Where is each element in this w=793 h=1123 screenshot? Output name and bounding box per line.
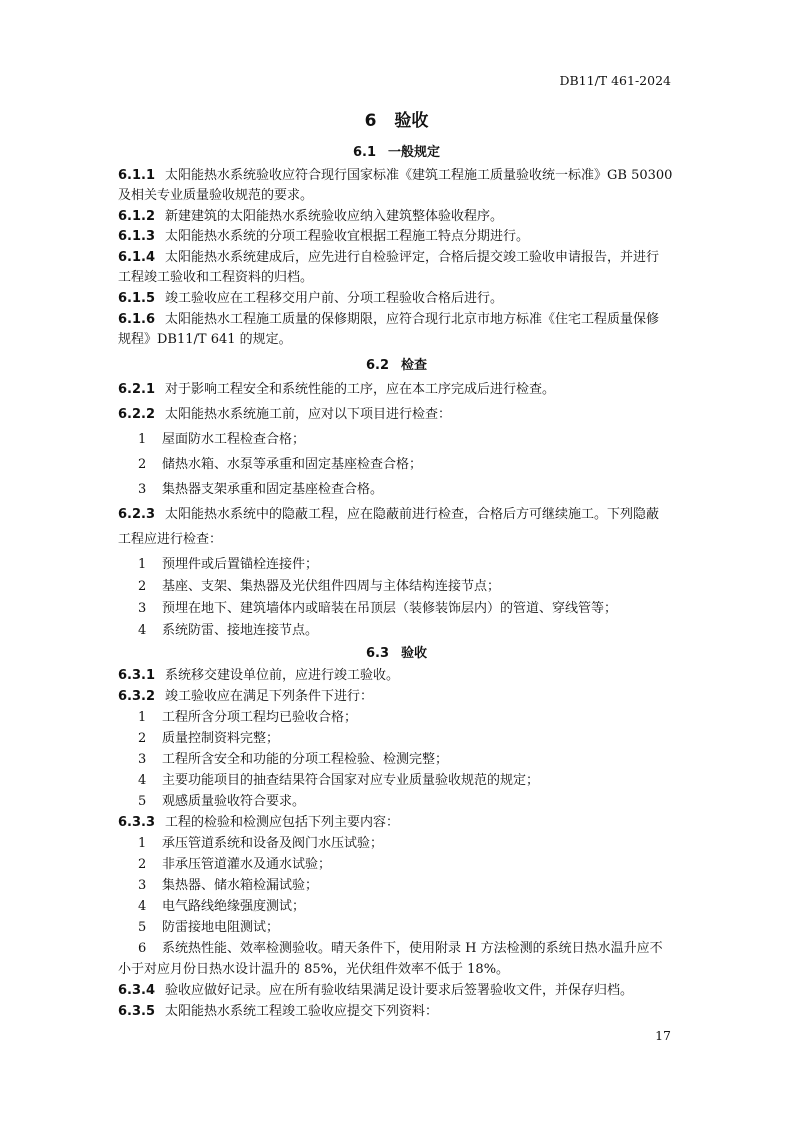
item-number: 2 [138,457,147,472]
item-number: 5 [138,920,147,935]
clause-text: 太阳能热水系统工程竣工验收应提交下列资料： [165,1004,439,1019]
item-number: 2 [138,579,147,594]
clause-text: 系统移交建设单位前，应进行竣工验收。 [165,668,400,683]
clause-number: 6.1.3 [118,229,156,244]
list-item [138,853,695,872]
list-item [138,553,695,572]
section-title-text: 检查 [401,358,428,373]
clause-line [118,246,675,265]
list-item [138,727,695,746]
item-number: 4 [138,773,147,788]
list-item [138,453,695,472]
list-item [138,597,695,616]
section-title [0,354,793,373]
clause-number: 6.1.5 [118,291,156,306]
item-text: 预埋在地下、建筑墙体内或暗装在吊顶层（装修装饰层内）的管道、穿线管等； [162,601,618,616]
clause-text: 太阳能热水系统的分项工程验收宜根据工程施工特点分期进行。 [165,229,530,244]
clause-number: 6.3.1 [118,668,156,683]
list-item [138,769,695,788]
clause-line [118,205,675,224]
list-item [138,874,695,893]
clause-text: 新建建筑的太阳能热水系统验收应纳入建筑整体验收程序。 [165,209,504,224]
clause-text: 验收应做好记录。应在所有验收结果满足设计要求后签署验收文件，并保存归档。 [165,983,634,998]
clause-number: 6.1.4 [118,250,156,265]
clause-line [118,528,675,547]
item-text: 工程所含安全和功能的分项工程检验、检测完整； [162,752,449,767]
item-number: 2 [138,731,147,746]
item-number: 4 [138,623,147,638]
item-number: 3 [138,752,147,767]
clause-text: 太阳能热水系统验收应符合现行国家标准《建筑工程施工质量验收统一标准》GB 50300 [165,168,673,183]
item-number: 5 [138,794,147,809]
clause-line [118,287,675,306]
item-number: 4 [138,899,147,914]
list-item [138,619,695,638]
clause-text: 太阳能热水系统中的隐蔽工程，应在隐蔽前进行检查，合格后方可继续施工。下列隐蔽 [165,507,660,522]
chapter-number: 6 [364,111,377,131]
clause-line [118,164,675,183]
item-number: 1 [138,557,147,572]
list-item [138,575,695,594]
clause-number: 6.1.1 [118,168,156,183]
chapter-title [0,106,793,131]
clause-text: 工程竣工验收和工程资料的归档。 [118,270,314,285]
clause-line [118,664,675,683]
clause-number: 6.3.3 [118,815,156,830]
item-text: 集热器、储水箱检漏试验； [162,878,319,893]
clause-line [118,503,675,522]
list-item [138,832,695,851]
clause-number: 6.3.5 [118,1004,156,1019]
clause-number: 6.2.1 [118,382,156,397]
list-item [138,895,695,914]
item-number: 1 [138,836,147,851]
list-item [138,428,695,447]
clause-text: 竣工验收应在满足下列条件下进行： [165,689,374,704]
clause-line [118,328,675,347]
clause-number: 6.3.2 [118,689,156,704]
item-text: 工程所含分项工程均已验收合格； [162,710,358,725]
item-text: 主要功能项目的抽查结果符合国家对应专业质量验收规范的规定； [162,773,540,788]
item-number: 1 [138,432,147,447]
item-text: 小于对应月份日热水设计温升的 85%，光伏组件效率不低于 18%。 [118,962,510,977]
item-text: 质量控制资料完整； [162,731,280,746]
clause-number: 6.1.2 [118,209,156,224]
section-title-text: 一般规定 [388,145,441,160]
clause-text: 太阳能热水工程施工质量的保修期限，应符合现行北京市地方标准《住宅工程质量保修 [165,312,660,327]
clause-number: 6.2.2 [118,407,156,422]
item-text: 系统防雷、接地连接节点。 [162,623,319,638]
clause-number: 6.2.3 [118,507,156,522]
list-item [138,790,695,809]
clause-number: 6.1.6 [118,312,156,327]
item-text: 屋面防水工程检查合格； [162,432,306,447]
clause-line [118,403,675,422]
clause-text: 规程》DB11/T 641 的规定。 [118,332,292,347]
chapter-title-text: 验收 [394,111,429,131]
item-text: 承压管道系统和设备及阀门水压试验； [162,836,384,851]
clause-line [118,685,675,704]
section-number: 6.2 [365,358,389,373]
section-number: 6.3 [365,646,389,661]
item-number: 1 [138,710,147,725]
clause-number: 6.3.4 [118,983,156,998]
clause-text: 及相关专业质量验收规范的要求。 [118,188,314,203]
clause-line [118,979,675,998]
clause-line [118,266,675,285]
list-item [138,478,695,497]
clause-line [118,811,675,830]
section-number: 6.1 [352,145,376,160]
item-text: 基座、支架、集热器及光伏组件四周与主体结构连接节点； [162,579,501,594]
section-title [0,141,793,160]
item-text: 电气路线绝缘强度测试； [162,899,306,914]
item-number: 6 [138,941,147,956]
item-number: 3 [138,601,147,616]
clause-line [118,378,675,397]
item-text: 防雷接地电阻测试； [162,920,280,935]
item-number: 3 [138,878,147,893]
clause-line [118,1000,675,1019]
clause-text: 对于影响工程安全和系统性能的工序，应在本工序完成后进行检查。 [165,382,556,397]
item-text: 系统热性能、效率检测验收。晴天条件下，使用附录 H 方法检测的系统日热水温升应不 [162,941,663,956]
list-item [138,706,695,725]
item-text: 观感质量验收符合要求。 [162,794,306,809]
item-text: 非承压管道灌水及通水试验； [162,857,332,872]
clause-text: 太阳能热水系统施工前，应对以下项目进行检查： [165,407,452,422]
standard-code: DB11/T 461-2024 [559,73,671,88]
clause-text: 工程的检验和检测应包括下列主要内容： [165,815,400,830]
page-number: 17 [655,1028,671,1043]
clause-line [118,225,675,244]
item-text: 集热器支架承重和固定基座检查合格。 [162,482,384,497]
list-item [138,937,695,956]
clause-text: 竣工验收应在工程移交用户前、分项工程验收合格后进行。 [165,291,504,306]
item-number: 3 [138,482,147,497]
clause-text: 太阳能热水系统建成后，应先进行自检验评定，合格后提交竣工验收申请报告，并进行 [165,250,660,265]
list-item [138,916,695,935]
item-number: 2 [138,857,147,872]
section-title-text: 验收 [401,646,428,661]
list-item [138,748,695,767]
item-text: 储热水箱、水泵等承重和固定基座检查合格； [162,457,423,472]
item-text: 预埋件或后置锚栓连接件； [162,557,319,572]
clause-line [118,308,675,327]
clause-line [118,184,675,203]
section-title [0,642,793,661]
list-item-continuation [118,958,675,977]
clause-text: 工程应进行检查： [118,532,223,547]
